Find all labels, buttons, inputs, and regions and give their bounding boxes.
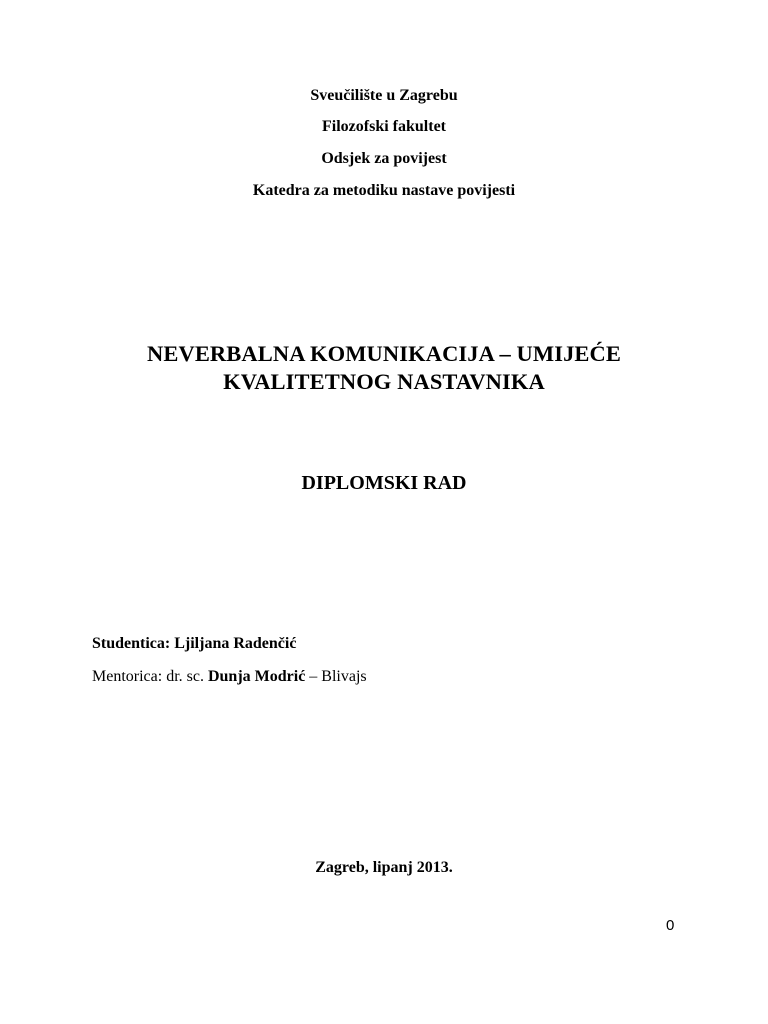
mentor-name: Dunja Modrić <box>207 668 306 685</box>
mentor-name-rest: – Blivajs <box>309 668 367 685</box>
thesis-type: DIPLOMSKI RAD <box>301 472 467 494</box>
student-line <box>92 635 296 653</box>
mentor-line <box>92 668 367 686</box>
thesis-title-line-1: NEVERBALNA KOMUNIKACIJA – UMIJEĆE <box>147 341 621 366</box>
student-label: Studentica: <box>92 635 171 652</box>
department-name: Odsjek za povijest <box>321 150 447 167</box>
page-number: 0 <box>666 917 675 934</box>
faculty-name: Filozofski fakultet <box>322 118 446 135</box>
place-date: Zagreb, lipanj 2013. <box>315 859 453 876</box>
mentor-label: Mentorica: dr. sc. <box>92 668 204 685</box>
university-name: Sveučilište u Zagrebu <box>310 87 458 104</box>
student-name: Ljiljana Radenčić <box>174 635 297 652</box>
chair-name: Katedra za metodiku nastave povijesti <box>252 182 516 199</box>
thesis-title-line-2: KVALITETNOG NASTAVNIKA <box>223 369 545 394</box>
